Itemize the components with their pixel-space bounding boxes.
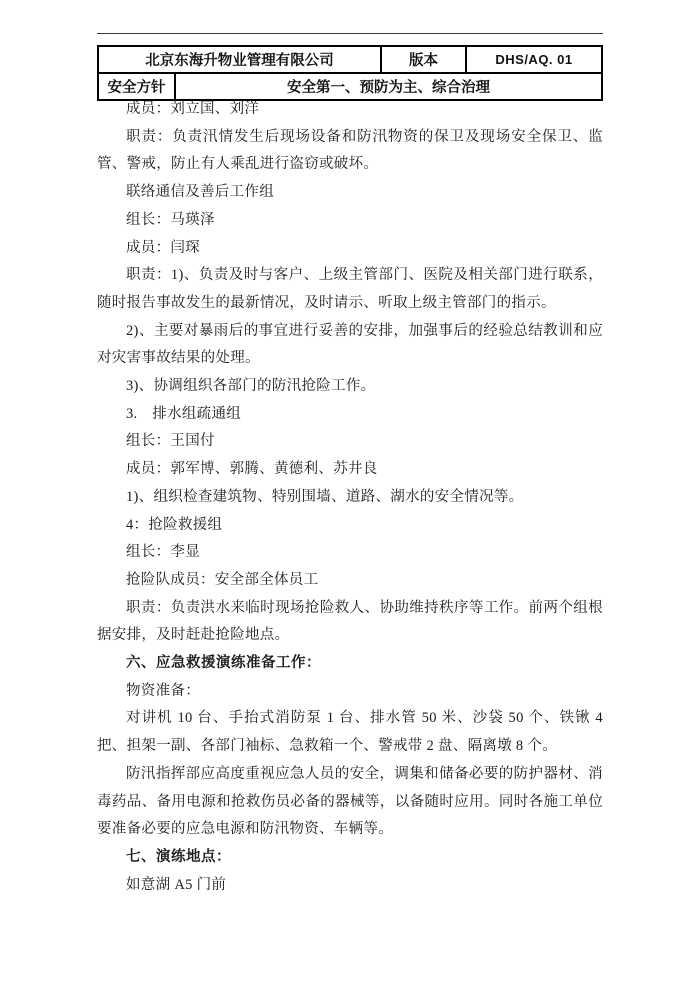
paragraph: 组长：李显 (126, 544, 200, 561)
document-body (97, 96, 603, 899)
paragraph: 1)、组织检查建筑物、特别围墙、道路、湖水的安全情况等。 (126, 488, 524, 505)
list-item-drainage-group: 3. 排水组疏通组 (126, 405, 242, 422)
paragraph: 如意湖 A5 门前 (126, 876, 227, 893)
paragraph: 防汛指挥部应高度重视应急人员的安全，调集和储备必要的防护器材、消毒药品、备用电源和抢救伤员必备的器械等，以备随时应用。同时各施工单位要准备必要的应急电源和防汛物资、车辆等。 (97, 765, 603, 838)
paragraph: 联络通信及善后工作组 (126, 184, 274, 201)
paragraph: 成员：闫琛 (126, 239, 200, 256)
company-name-cell: 北京东海升物业管理有限公司 (145, 53, 334, 69)
header-top-rule (97, 33, 603, 34)
header-table-row-2 (99, 72, 601, 99)
list-item-rescue-group: 4：抢险救援组 (126, 516, 223, 533)
paragraph: 2)、主要对暴雨后的事宜进行妥善的安排，加强事后的经验总结教训和应对灾害事故结果的处理。 (97, 322, 603, 367)
paragraph: 成员：郭军博、郭腾、黄德利、苏井良 (126, 461, 378, 478)
paragraph: 职责：1)、负责及时与客户、上级主管部门、医院及相关部门进行联系，随时报告事故发生的最新情况，及时请示、听取上级主管部门的指示。 (97, 267, 603, 311)
paragraph: 物资准备： (126, 682, 200, 699)
paragraph: 职责：负责汛情发生后现场设备和防汛物资的保卫及现场安全保卫、监管、警戒，防止有人乘乱进行盗窃或破坏。 (97, 128, 603, 173)
section-heading-preparation: 六、应急救援演练准备工作： (126, 655, 321, 672)
paragraph: 职责：负责洪水来临时现场抢险救人、协助维持秩序等工作。前两个组根据安排，及时赶赴抢险地点。 (97, 599, 603, 644)
paragraph: 组长：王国付 (126, 433, 215, 450)
paragraph: 成员：刘立国、刘洋 (126, 101, 260, 117)
paragraph: 组长：马瑛泽 (126, 211, 215, 228)
paragraph: 抢险队成员：安全部全体员工 (126, 571, 319, 588)
section-heading-drill-location: 七、演练地点： (126, 848, 231, 865)
policy-label-cell: 安全方针 (107, 80, 166, 96)
document-number-cell: DHS/AQ. 01 (465, 47, 601, 72)
document-header-table (97, 45, 603, 101)
policy-value-cell: 安全第一、预防为主、综合治理 (174, 74, 601, 99)
header-table-row-1 (99, 47, 601, 72)
version-label-cell: 版本 (380, 47, 465, 72)
paragraph: 3)、协调组织各部门的防汛抢险工作。 (126, 378, 376, 395)
paragraph: 对讲机 10 台、手抬式消防泵 1 台、排水管 50 米、沙袋 50 个、铁锹 4 把、担架一副、各部门袖标、急救箱一个、警戒带 2 盘、隔离墩 8 个。 (97, 710, 603, 755)
